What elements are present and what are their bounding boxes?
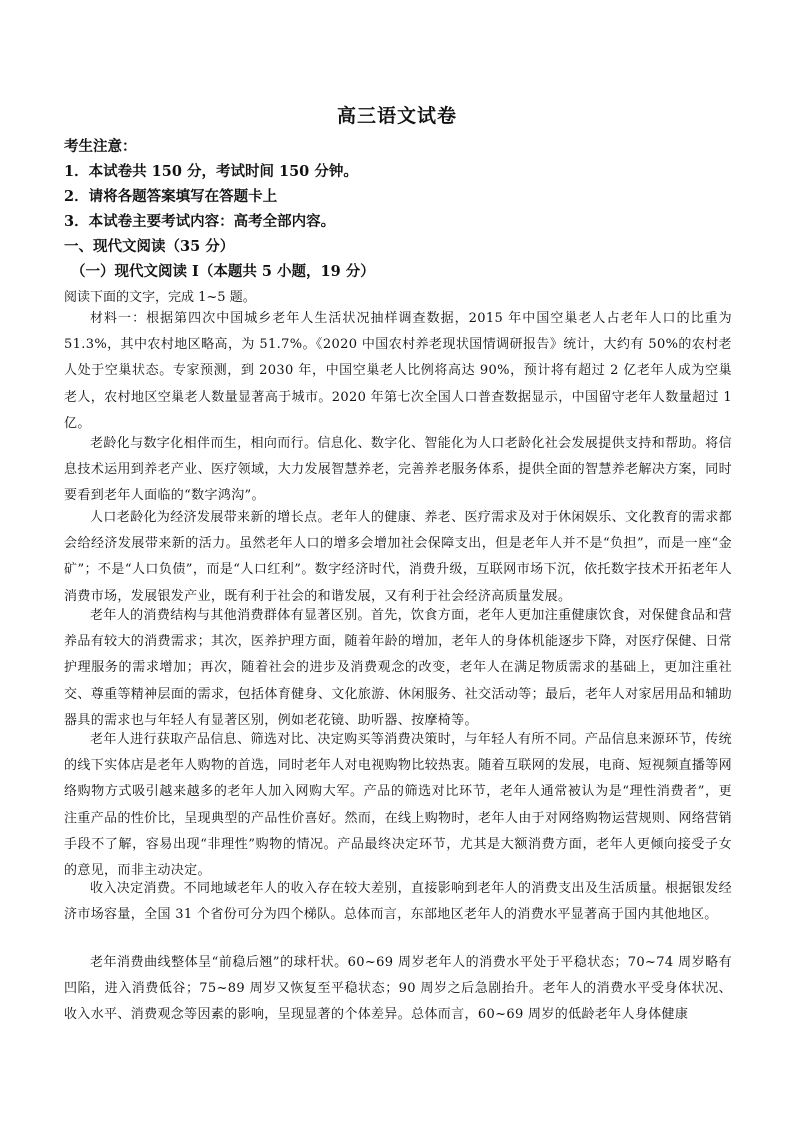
paragraph-3: 人口老龄化为经济发展带来新的增长点。老年人的健康、养老、医疗需求及对于休闲娱乐、文化教育的需求都会给经济发展带来新的活力。虽然老年人口的增多会增加社会保障支出，但是老年人并不是“负担”，而是一座“金矿”；不是“人口负债”，而是“人口红利”。数字经济时代，消费升级，互联网市场下沉，依托数字技术开拓老年人消费市场，发展银发产业，既有利于社会的和谐发展，又有利于社会经济高质量发展。: [64, 510, 732, 604]
notice-item-1: 1．本试卷共 150 分，考试时间 150 分钟。: [64, 163, 358, 180]
section-heading: 一、现代文阅读（35 分）: [64, 238, 235, 255]
paragraph-7: 老年消费曲线整体呈“前稳后翘”的球杆状。60~69 周岁老年人的消费水平处于平稳状态；70~74 周岁略有凹陷，进入消费低谷；75~89 周岁又恢复至平稳状态；90 周岁之后急剧抬升。老年人的消费水平受身体状况、收入水平、消费观念等因素的影响，呈现显著的个体差异。总体而言，60~69 周岁的低龄老年人身体健康: [64, 955, 732, 1023]
paragraph-5: 老年人进行获取产品信息、筛选对比、决定购买等消费决策时，与年轻人有所不同。产品信息来源环节，传统的线下实体店是老年人购物的首选，同时老年人对电视购物比较热衷。随着互联网的发展，电商、短视频直播等网络购物方式吸引越来越多的老年人加入网购大军。产品的筛选对比环节，老年人通常被认为是“理性消费者”，更注重产品的性价比，呈现典型的产品性价喜好。然而，在线上购物时，老年人由于对网络购物运营规则、网络营销手段不了解，容易出现“非理性”购物的情况。产品最终决定环节，尤其是大额消费方面，老年人更倾向接受子女的意见，而非主动决定。: [64, 732, 732, 879]
notice-heading: 考生注意：: [64, 138, 137, 155]
paragraph-1: 材料一：根据第四次中国城乡老年人生活状况抽样调查数据，2015 年中国空巢老人占老年人口的比重为 51.3%，其中农村地区略高，为 51.7%。《2020 中国农村养老现状国情调研报告》统计，大约有 50%的农村老人处于空巢状态。专家预测，到 2030 年，中国空巢老人比例将高达 90%，预计将有超过 2 亿老年人成为空巢老人，农村地区空巢老人数量显著高于城市。2020 年第七次全国人口普查数据显示，中国留守老年人数量超过 1 亿。: [64, 311, 732, 431]
notice-item-3: 3．本试卷主要考试内容：高考全部内容。: [64, 213, 336, 230]
reading-instruction: 阅读下面的文字，完成 1~5 题。: [64, 290, 256, 305]
paragraph-4: 老年人的消费结构与其他消费群体有显著区别。首先，饮食方面，老年人更加注重健康饮食，对保健食品和营养品有较大的消费需求；其次，医养护理方面，随着年龄的增加，老年人的身体机能逐步下降，对医疗保健、日常护理服务的需求增加；再次，随着社会的进步及消费观念的改变，老年人在满足物质需求的基础上，更加注重社交、尊重等精神层面的需求，包括体育健身、文化旅游、休闲服务、社交活动等；最后，老年人对家居用品和辅助器具的需求也与年轻人有显著区别，例如老花镜、助听器、按摩椅等。: [64, 608, 732, 728]
exam-title: 高三语文试卷: [336, 105, 457, 127]
paragraph-2: 老龄化与数字化相伴而生，相向而行。信息化、数字化、智能化为人口老龄化社会发展提供支持和帮助。将信息技术运用到养老产业、医疗领域，大力发展智慧养老，完善养老服务体系，提供全面的智慧养老解决方案，同时要看到老年人面临的“数字鸿沟”。: [64, 436, 732, 504]
paragraph-6: 收入决定消费。不同地域老年人的收入存在较大差别，直接影响到老年人的消费支出及生活质量。根据银发经济市场容量，全国 31 个省份可分为四个梯队。总体而言，东部地区老年人的消费水平显著高于国内其他地区。: [64, 881, 732, 923]
notice-item-2: 2．请将各题答案填写在答题卡上: [64, 188, 278, 205]
subsection-heading: （一）现代文阅读 I（本题共 5 小题，19 分）: [71, 263, 375, 280]
